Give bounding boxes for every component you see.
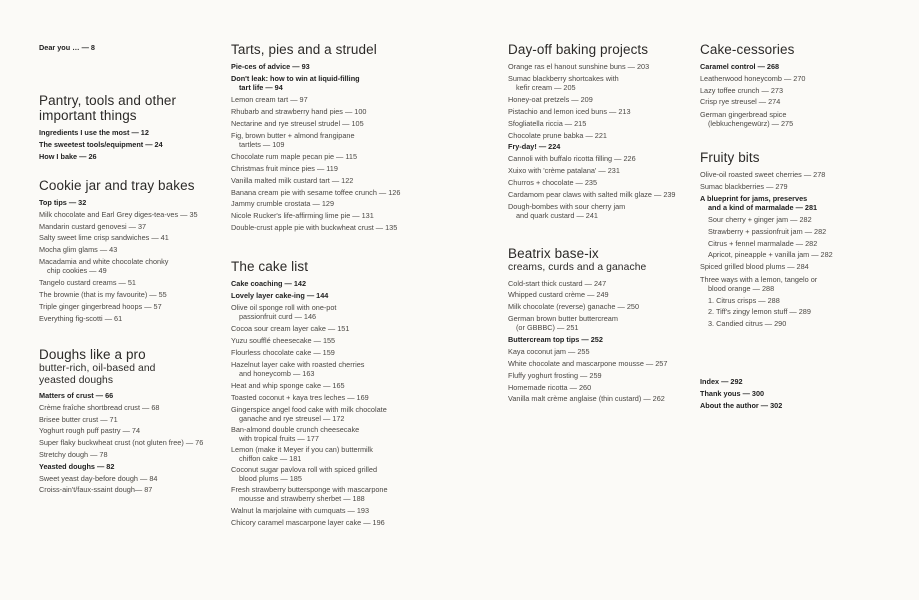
toc-entry[interactable]: Flourless chocolate cake — 159 bbox=[231, 347, 335, 357]
cookie-jar-heading: Cookie jar and tray bakes bbox=[39, 178, 195, 193]
toc-entry[interactable] bbox=[231, 131, 491, 149]
toc-entry[interactable]: Jammy crumble crostata — 129 bbox=[231, 199, 335, 209]
toc-entry[interactable]: Stretchy dough — 78 bbox=[39, 449, 108, 459]
toc-entry[interactable]: Chocolate prune babka — 221 bbox=[508, 130, 607, 140]
toc-entry[interactable]: Everything fig-scotti — 61 bbox=[39, 313, 123, 323]
toc-entry[interactable]: Cold-start thick custard — 247 bbox=[508, 278, 607, 288]
toc-entry[interactable]: Nectarine and rye streusel strudel — 105 bbox=[231, 118, 364, 128]
toc-entry[interactable]: Crème fraîche shortbread crust — 68 bbox=[39, 402, 160, 412]
toc-entry[interactable]: Orange ras el hanout sunshine buns — 203 bbox=[508, 62, 650, 71]
toc-entry-continuation: kefir cream — 205 bbox=[516, 83, 576, 93]
toc-entry[interactable] bbox=[231, 465, 491, 483]
toc-entry-line: Olive oil sponge roll with one-pot bbox=[231, 303, 337, 313]
toc-entry[interactable]: Crisp rye streusel — 274 bbox=[700, 97, 781, 107]
toc-entry[interactable]: Spiced grilled blood plums — 284 bbox=[700, 262, 809, 272]
cookie-jar-section bbox=[39, 178, 219, 325]
toc-entry[interactable] bbox=[231, 303, 491, 321]
toc-entry[interactable]: Lovely layer cake-ing — 144 bbox=[231, 290, 329, 300]
toc-entry-line: A blueprint for jams, preserves bbox=[700, 194, 808, 204]
toc-entry-line: Fig, brown butter + almond frangipane bbox=[231, 131, 355, 141]
toc-entry[interactable]: Xuixo with 'crème patalana' — 231 bbox=[508, 166, 620, 176]
tarts-section bbox=[231, 42, 491, 234]
toc-subentry[interactable]: 3. Candied citrus — 290 bbox=[708, 319, 787, 329]
toc-entry[interactable]: Fry-day! — 224 bbox=[508, 142, 561, 152]
toc-entry-continuation: blood plums — 185 bbox=[239, 474, 302, 484]
toc-entry-continuation: and honeycomb — 163 bbox=[239, 368, 315, 378]
toc-entry[interactable]: Rhubarb and strawberry hand pies — 100 bbox=[231, 107, 367, 117]
beatrix-subtitle: creams, curds and a ganache bbox=[508, 262, 647, 273]
toc-entry[interactable]: Walnut la marjolaine with cumquats — 193 bbox=[231, 506, 370, 516]
toc-entry[interactable]: Whipped custard crème — 249 bbox=[508, 290, 609, 300]
toc-entry[interactable]: Brisee butter crust — 71 bbox=[39, 414, 118, 424]
toc-entry[interactable]: Christmas fruit mince pies — 119 bbox=[231, 163, 338, 173]
doughs-heading bbox=[39, 347, 159, 386]
toc-entry-line: Fresh strawberry buttersponge with mascarpone bbox=[231, 485, 388, 495]
end-matter-section bbox=[700, 376, 910, 411]
toc-entry-continuation: tartlets — 109 bbox=[239, 140, 285, 150]
toc-entry-line: Hazelnut layer cake with roasted cherries bbox=[231, 359, 365, 369]
cake-list-section bbox=[231, 259, 491, 529]
toc-entry-index[interactable]: Index — 292 bbox=[700, 377, 743, 386]
toc-entry-continuation: tart life — 94 bbox=[239, 83, 283, 93]
toc-subentry[interactable]: Sour cherry + ginger jam — 282 bbox=[708, 215, 812, 225]
toc-subentry[interactable]: Citrus + fennel marmalade — 282 bbox=[708, 238, 818, 248]
toc-entry[interactable]: Cannoli with buffalo ricotta filling — 226 bbox=[508, 154, 636, 164]
toc-entry-line: German brown butter buttercream bbox=[508, 314, 618, 324]
toc-entry[interactable] bbox=[231, 360, 491, 378]
beatrix-heading bbox=[508, 246, 693, 274]
toc-entry[interactable] bbox=[508, 202, 693, 220]
toc-entry-line: Sumac blackberry shortcakes with bbox=[508, 74, 619, 84]
toc-entry[interactable]: Lemon cream tart — 97 bbox=[231, 95, 308, 105]
day-off-heading: Day-off baking projects bbox=[508, 42, 649, 57]
dear-you-section bbox=[39, 42, 219, 54]
toc-entry[interactable]: Leatherwood honeycomb — 270 bbox=[700, 73, 806, 83]
doughs-section bbox=[39, 347, 219, 496]
toc-entry-continuation: ganache and rye streusel — 172 bbox=[239, 414, 345, 424]
toc-entry[interactable]: Olive-oil roasted sweet cherries — 278 bbox=[700, 170, 826, 179]
toc-entry[interactable]: Cardamom pear claws with salted milk glaze — 239 bbox=[508, 189, 676, 199]
toc-entry[interactable]: Vanilla malted milk custard tart — 122 bbox=[231, 175, 354, 185]
toc-entry[interactable]: Matters of crust — 66 bbox=[39, 391, 114, 400]
beatrix-title: Beatrix base-ix bbox=[508, 246, 599, 261]
toc-entry-thank-yous[interactable]: Thank yous — 300 bbox=[700, 388, 765, 398]
toc-entry[interactable]: Vanilla malt crème anglaise (thin custard) — 262 bbox=[508, 394, 665, 404]
toc-entry-line: Ban-almond double crunch cheesecake bbox=[231, 425, 360, 435]
toc-entry[interactable]: Tangelo custard creams — 51 bbox=[39, 278, 136, 288]
toc-entry[interactable]: Yeasted doughs — 82 bbox=[39, 461, 115, 471]
toc-entry[interactable]: Salty sweet lime crisp sandwiches — 41 bbox=[39, 233, 169, 243]
toc-entry-continuation: and a kind of marmalade — 281 bbox=[708, 203, 818, 213]
toc-entry[interactable]: Ingredients I use the most — 12 bbox=[39, 128, 149, 137]
toc-entry-line: Coconut sugar pavlova roll with spiced grilled bbox=[231, 465, 378, 475]
toc-entry[interactable]: Sumac blackberries — 279 bbox=[700, 181, 788, 191]
toc-entry[interactable] bbox=[231, 445, 491, 463]
toc-entry[interactable]: Churros + chocolate — 235 bbox=[508, 177, 598, 187]
toc-entry[interactable]: Honey-oat pretzels — 209 bbox=[508, 95, 593, 105]
toc-entry[interactable]: Cocoa sour cream layer cake — 151 bbox=[231, 324, 350, 334]
cake-cessories-heading: Cake-cessories bbox=[700, 42, 795, 57]
toc-entry[interactable]: Banana cream pie with sesame toffee crunch — 126 bbox=[231, 187, 401, 197]
toc-entry-dear-you[interactable]: Dear you … — 8 bbox=[39, 43, 95, 52]
toc-entry[interactable] bbox=[231, 425, 491, 443]
toc-entry[interactable] bbox=[700, 110, 910, 128]
toc-entry[interactable]: Mandarin custard genovesi — 37 bbox=[39, 221, 147, 231]
toc-entry-line: Lemon (make it Meyer if you can) buttermilk bbox=[231, 445, 373, 455]
toc-entry-line: Gingerspice angel food cake with milk chocolate bbox=[231, 405, 387, 415]
toc-entry[interactable] bbox=[231, 485, 491, 503]
day-off-section bbox=[508, 42, 693, 222]
toc-entry-continuation: (or GBBBC) — 251 bbox=[516, 323, 579, 333]
toc-entry-line: Dough-bombes with sour cherry jam bbox=[508, 201, 626, 211]
toc-entry[interactable]: Caramel control — 268 bbox=[700, 62, 780, 71]
doughs-title: Doughs like a pro bbox=[39, 347, 146, 362]
pantry-heading: Pantry, tools and other important things bbox=[39, 93, 177, 123]
toc-entry-continuation: chiffon cake — 181 bbox=[239, 454, 302, 464]
toc-entry-continuation: with tropical fruits — 177 bbox=[239, 434, 319, 444]
toc-entry-about-author[interactable]: About the author — 302 bbox=[700, 400, 783, 410]
toc-entry-continuation: chip cookies — 49 bbox=[47, 266, 107, 276]
toc-entry-line: Macadamia and white chocolate chonky bbox=[39, 257, 169, 267]
toc-entry[interactable]: Lazy toffee crunch — 273 bbox=[700, 85, 784, 95]
toc-entry[interactable]: Chocolate rum maple pecan pie — 115 bbox=[231, 152, 358, 162]
toc-subentry[interactable]: Apricot, pineapple + vanilla jam — 282 bbox=[708, 250, 833, 260]
toc-entry[interactable]: Chicory caramel mascarpone layer cake — 196 bbox=[231, 517, 385, 527]
toc-entry[interactable]: Homemade ricotta — 260 bbox=[508, 382, 592, 392]
toc-entry[interactable]: Double-crust apple pie with buckwheat crust — 135 bbox=[231, 222, 398, 232]
toc-entry[interactable]: Fluffy yoghurt frosting — 259 bbox=[508, 370, 602, 380]
toc-entry-continuation: and quark custard — 241 bbox=[516, 210, 598, 220]
toc-entry[interactable]: Toasted coconut + kaya tres leches — 169 bbox=[231, 392, 369, 402]
toc-entry[interactable]: Cake coaching — 142 bbox=[231, 279, 307, 288]
toc-entry-continuation: passionfruit curd — 146 bbox=[239, 312, 317, 322]
toc-entry[interactable]: Yuzu soufflé cheesecake — 155 bbox=[231, 335, 336, 345]
toc-entry[interactable]: The brownie (that is my favourite) — 55 bbox=[39, 290, 167, 300]
toc-entry-line: Don't leak: how to win at liquid-filling bbox=[231, 74, 360, 84]
beatrix-section bbox=[508, 246, 693, 405]
toc-entry[interactable]: Buttercream top tips — 252 bbox=[508, 335, 603, 345]
toc-entry[interactable]: Sweet yeast day-before dough — 84 bbox=[39, 473, 158, 483]
toc-entry[interactable] bbox=[700, 194, 910, 212]
toc-entry[interactable]: Top tips — 32 bbox=[39, 198, 87, 207]
toc-entry[interactable] bbox=[508, 314, 693, 332]
toc-entry[interactable] bbox=[231, 405, 491, 423]
toc-subentry[interactable]: Strawberry + passionfruit jam — 282 bbox=[708, 226, 827, 236]
fruity-bits-section bbox=[700, 150, 910, 330]
toc-entry[interactable]: The sweetest tools/equipment — 24 bbox=[39, 139, 163, 149]
doughs-subtitle: butter-rich, oil-based and yeasted doughs bbox=[39, 363, 156, 386]
cake-cessories-section bbox=[700, 42, 910, 130]
toc-entry[interactable] bbox=[700, 275, 910, 293]
toc-entry[interactable]: Nicole Rucker's life-affirming lime pie — 131 bbox=[231, 211, 374, 221]
toc-entry-continuation: (lebkuchengewürz) — 275 bbox=[708, 118, 794, 128]
toc-entry[interactable]: White chocolate and mascarpone mousse — 257 bbox=[508, 358, 668, 368]
toc-entry[interactable]: Milk chocolate (reverse) ganache — 250 bbox=[508, 302, 640, 312]
toc-entry[interactable] bbox=[231, 74, 491, 92]
toc-entry[interactable]: Pistachio and lemon iced buns — 213 bbox=[508, 107, 631, 117]
toc-entry[interactable]: Yoghurt rough puff pastry — 74 bbox=[39, 426, 141, 436]
toc-entry[interactable]: Triple ginger gingerbread hoops — 57 bbox=[39, 302, 162, 312]
toc-entry[interactable] bbox=[508, 74, 693, 92]
toc-entry[interactable]: Super flaky buckwheat crust (not gluten free) — 76 bbox=[39, 438, 204, 448]
cake-list-heading: The cake list bbox=[231, 259, 309, 274]
toc-entry-line: Three ways with a lemon, tangelo or bbox=[700, 274, 818, 284]
pantry-section bbox=[39, 93, 219, 162]
toc-entry[interactable]: Mocha glim glams — 43 bbox=[39, 245, 118, 255]
fruity-bits-heading: Fruity bits bbox=[700, 150, 760, 165]
toc-entry[interactable]: Milk chocolate and Earl Grey diges-tea-ves — 35 bbox=[39, 209, 198, 219]
toc-entry-line: German gingerbread spice bbox=[700, 109, 787, 119]
toc-entry[interactable] bbox=[39, 257, 219, 275]
toc-subentry[interactable]: 2. Tiff's zingy lemon stuff — 289 bbox=[708, 307, 811, 317]
toc-entry-continuation: blood orange — 288 bbox=[708, 283, 775, 293]
toc-entry-continuation: mousse and strawberry sherbet — 188 bbox=[239, 494, 365, 504]
toc-subentry[interactable]: 1. Citrus crisps — 288 bbox=[708, 295, 780, 305]
tarts-heading: Tarts, pies and a strudel bbox=[231, 42, 377, 57]
toc-entry[interactable]: Pie-ces of advice — 93 bbox=[231, 62, 310, 71]
toc-entry[interactable]: Kaya coconut jam — 255 bbox=[508, 347, 590, 357]
toc-entry[interactable]: Heat and whip sponge cake — 165 bbox=[231, 380, 345, 390]
toc-entry[interactable]: How I bake — 26 bbox=[39, 151, 97, 161]
toc-entry[interactable]: Sfogliatella riccia — 215 bbox=[508, 118, 587, 128]
toc-entry[interactable]: Croiss-ain't/faux-ssaint dough— 87 bbox=[39, 485, 153, 495]
